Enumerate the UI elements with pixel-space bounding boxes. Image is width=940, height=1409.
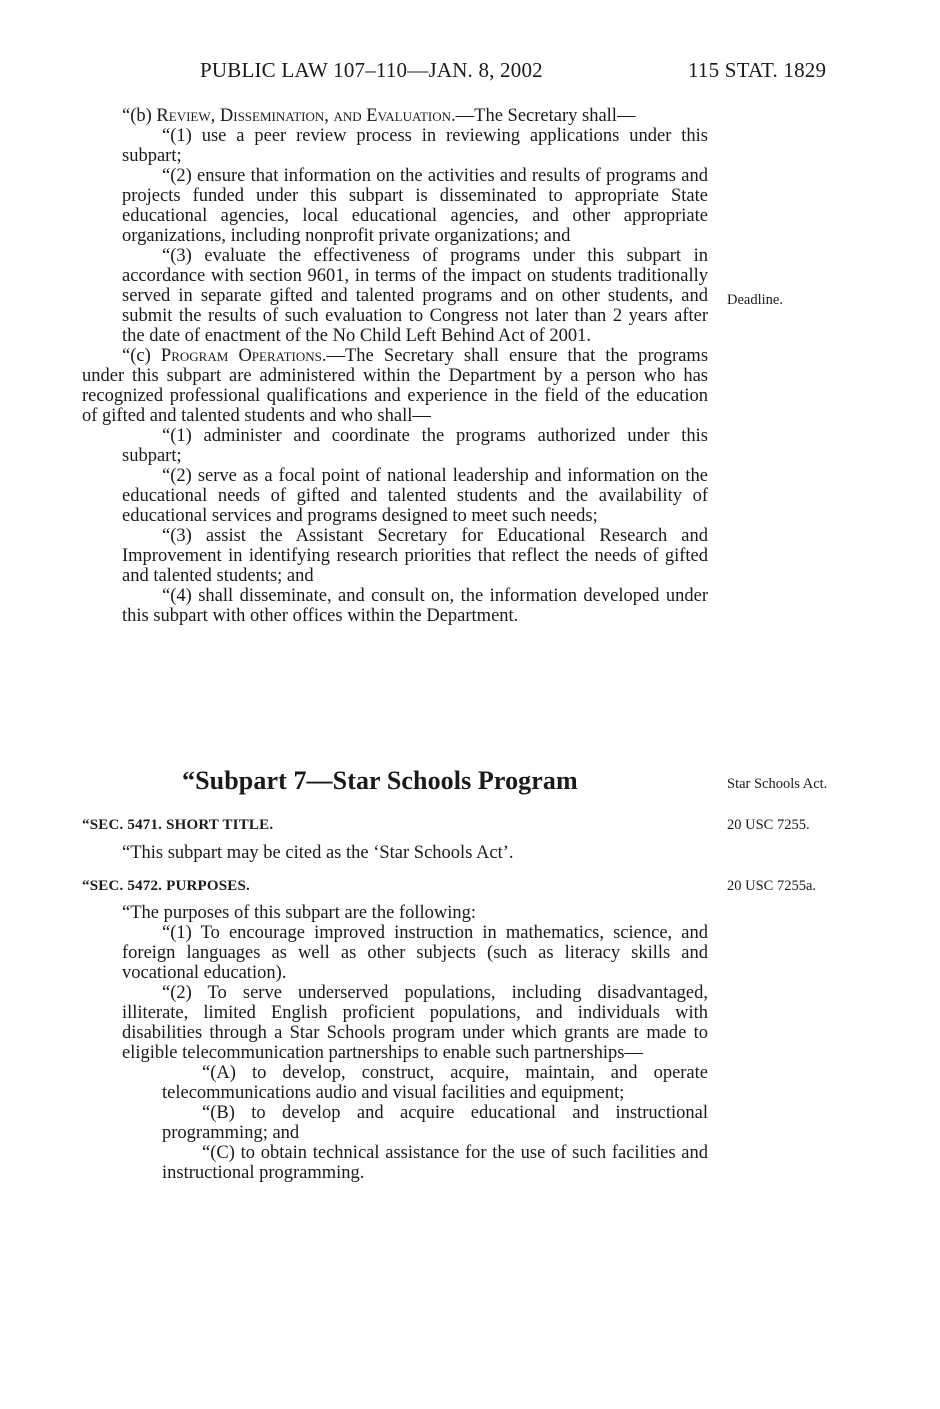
section-b-item: “(2) ensure that information on the activities and results of programs and projects funded under this subpart is disseminated to appropriate State educational agencies, local educational agencies, and other appropriate organizations, including nonprofit private organizations; and <box>122 166 708 246</box>
section-c-item: “(1) administer and coordinate the programs authorized under this subpart; <box>122 426 708 466</box>
sec-5471-heading: “SEC. 5471. SHORT TITLE. <box>82 817 274 833</box>
margin-note-deadline: Deadline. <box>727 292 783 308</box>
header-stat-page: 115 STAT. 1829 <box>688 58 827 82</box>
section-c-heading: “(c) Program Operations.—The Secretary shall ensure that the programs under this subpart are administered within the Department by a person who has recognized professional qualifications and experience in the field of the education of gifted and talented students and who shall— <box>82 346 709 426</box>
section-b-heading: “(b) Review, Dissemination, and Evaluation.—The Secretary shall— <box>122 106 636 126</box>
margin-note-star-schools-act: Star Schools Act. <box>727 776 828 792</box>
section-b-item: “(3) evaluate the effectiveness of programs under this subpart in accordance with section 9601, in terms of the impact on students traditionally served in separate gifted and talented programs and on other students, and submit the results of such evaluation to Congress not later than 2 years after the date of enactment of the No Child Left Behind Act of 2001. <box>122 246 708 346</box>
sec-5472-heading: “SEC. 5472. PURPOSES. <box>82 878 250 894</box>
running-header <box>0 58 940 88</box>
sec-5472-item: “(1) To encourage improved instruction in mathematics, science, and foreign languages as well as other subjects (such as literacy skills and vocational education). <box>122 923 708 983</box>
sec-5472-subitem: “(C) to obtain technical assistance for the use of such facilities and instructional programming. <box>162 1143 708 1183</box>
section-c-item: “(3) assist the Assistant Secretary for Educational Research and Improvement in identifying research priorities that reflect the needs of gifted and talented students; and <box>122 526 708 586</box>
sec-5472-subitem: “(B) to develop and acquire educational and instructional programming; and <box>162 1103 708 1143</box>
subpart-title: “Subpart 7—Star Schools Program <box>182 766 578 795</box>
section-c-item: “(2) serve as a focal point of national leadership and information on the educational needs of gifted and talented students and the availability of educational services and programs designed to meet such needs; <box>122 466 708 526</box>
section-b-item: “(1) use a peer review process in reviewing applications under this subpart; <box>122 126 708 166</box>
margin-note-usc-7255a: 20 USC 7255a. <box>727 878 817 894</box>
sec-5471-text: “This subpart may be cited as the ‘Star Schools Act’. <box>122 843 514 863</box>
sec-5472-intro: “The purposes of this subpart are the following: <box>122 903 476 923</box>
section-b-c-body <box>82 106 708 626</box>
header-law-citation: PUBLIC LAW 107–110—JAN. 8, 2002 <box>200 58 543 82</box>
sec-5471-body <box>82 843 708 863</box>
sec-5472-subitem: “(A) to develop, construct, acquire, maintain, and operate telecommunications audio and visual facilities and equipment; <box>162 1063 708 1103</box>
section-c-item: “(4) shall disseminate, and consult on, the information developed under this subpart with other offices within the Department. <box>122 586 708 626</box>
sec-5472-body <box>82 903 708 1183</box>
margin-note-usc-7255: 20 USC 7255. <box>727 817 810 833</box>
sec-5472-item: “(2) To serve underserved populations, including disadvantaged, illiterate, limited English proficient populations, and individuals with disabilities through a Star Schools program under which grants are made to eligible telecommunication partnerships to enable such partnerships— <box>122 983 708 1063</box>
